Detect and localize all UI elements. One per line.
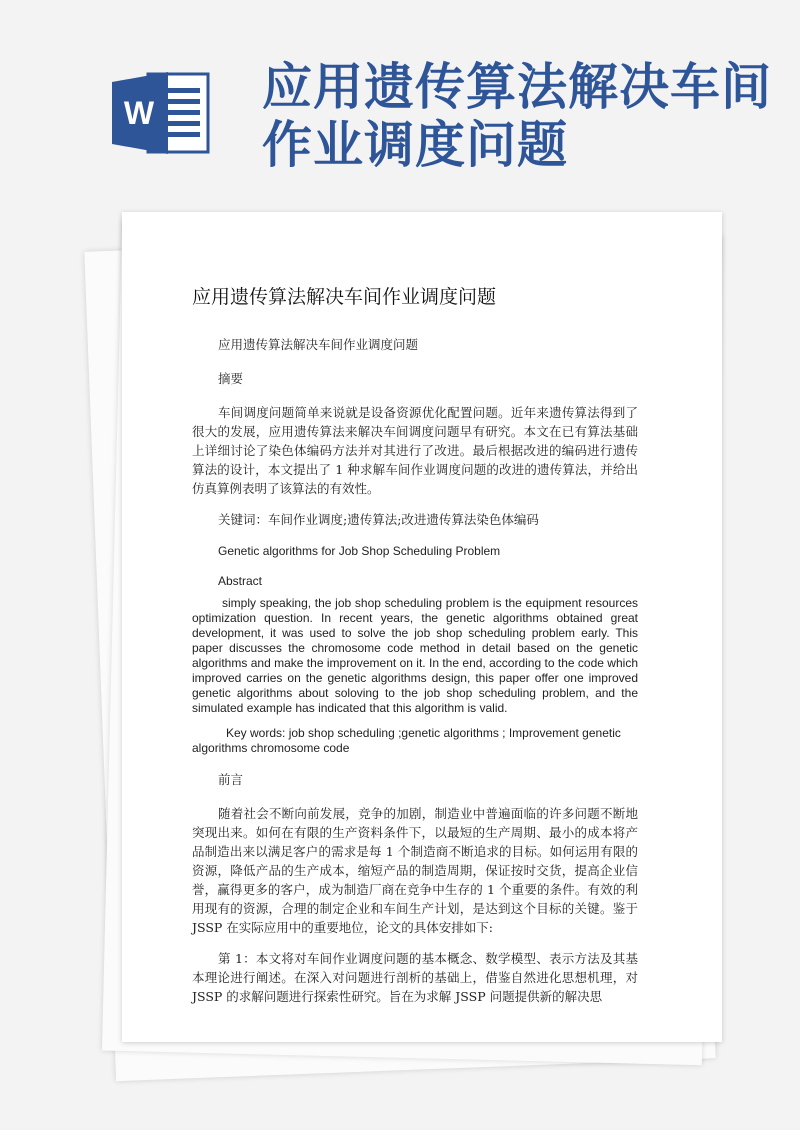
document-page: [122, 212, 722, 1042]
preface-label: 前言: [218, 772, 244, 787]
document-subtitle: 应用遗传算法解决车间作业调度问题: [218, 337, 419, 352]
english-abstract: simply speaking, the job shop scheduling problem is the equipment resources optimization question. In recent years, the genetic algorithms obtained great development, it was used to solve the job shop scheduling problem early. This paper discusses the chromosome code method in detail based on the genetic algorithms and make the improvement on it. In the end, according to the code which improved carries on the genetic algorithms design, this paper offer one improved genetic algorithms about soloving to the job shop scheduling problem, and the simulated example has indicated that this algorithm is valid.: [192, 596, 638, 715]
english-title: Genetic algorithms for Job Shop Scheduling Problem: [218, 544, 501, 558]
word-logo: [110, 68, 210, 158]
abstract-cn: 车间调度问题简单来说就是设备资源优化配置问题。近年来遗传算法得到了很大的发展，应用遗传算法来解决车间调度问题早有研究。本文在已有算法基础上详细讨论了染色体编码方法并对其进行了改进。最后根据改进的编码进行遗传算法的设计，本文提出了 1 种求解车间作业调度问题的改进的遗传算法，并给出仿真算例表明了该算法的有效性。: [192, 405, 638, 496]
section-1-text: 第 1：本文将对车间作业调度问题的基本概念、数学模型、表示方法及其基本理论进行阐述。在深入对问题进行剖析的基础上，借鉴自然进化思想机理，对 JSSP 的求解问题进行探索性研究。旨在为求解 JSSP 问题提供新的解决思: [192, 951, 638, 1004]
logo-letter: W: [123, 95, 155, 131]
abstract-label: 摘要: [218, 371, 244, 386]
banner-title: 应用遗传算法解决车间作业调度问题: [262, 58, 772, 174]
keywords-cn: 关键词：车间作业调度;遗传算法;改进遗传算法染色体编码: [218, 512, 539, 527]
preface-text: 随着社会不断向前发展，竞争的加剧，制造业中普遍面临的许多问题不断地突现出来。如何在有限的生产资料条件下，以最短的生产周期、最小的成本将产品制造出来以满足客户的需求是每 1 个制造商不断追求的目标。如何运用有限的资源，降低产品的生产成本，缩短产品的制造周期，保证按时交货，提高企业信誉，赢得更多的客户，成为制造厂商在竞争中生存的 1 个重要的条件。有效的利用现有的资源，合理的制定企业和车间生产计划，是达到这个目标的关键。鉴于 JSSP 在实际应用中的重要地位，论文的具体安排如下:: [192, 806, 638, 935]
word-doc-icon: [110, 68, 210, 158]
english-abstract-label: Abstract: [218, 574, 263, 588]
english-keywords: Key words: job shop scheduling ;genetic algorithms ; Improvement genetic algorithms chromosome code: [192, 726, 621, 755]
document-heading: 应用遗传算法解决车间作业调度问题: [192, 286, 497, 308]
document-content: [192, 282, 638, 1018]
